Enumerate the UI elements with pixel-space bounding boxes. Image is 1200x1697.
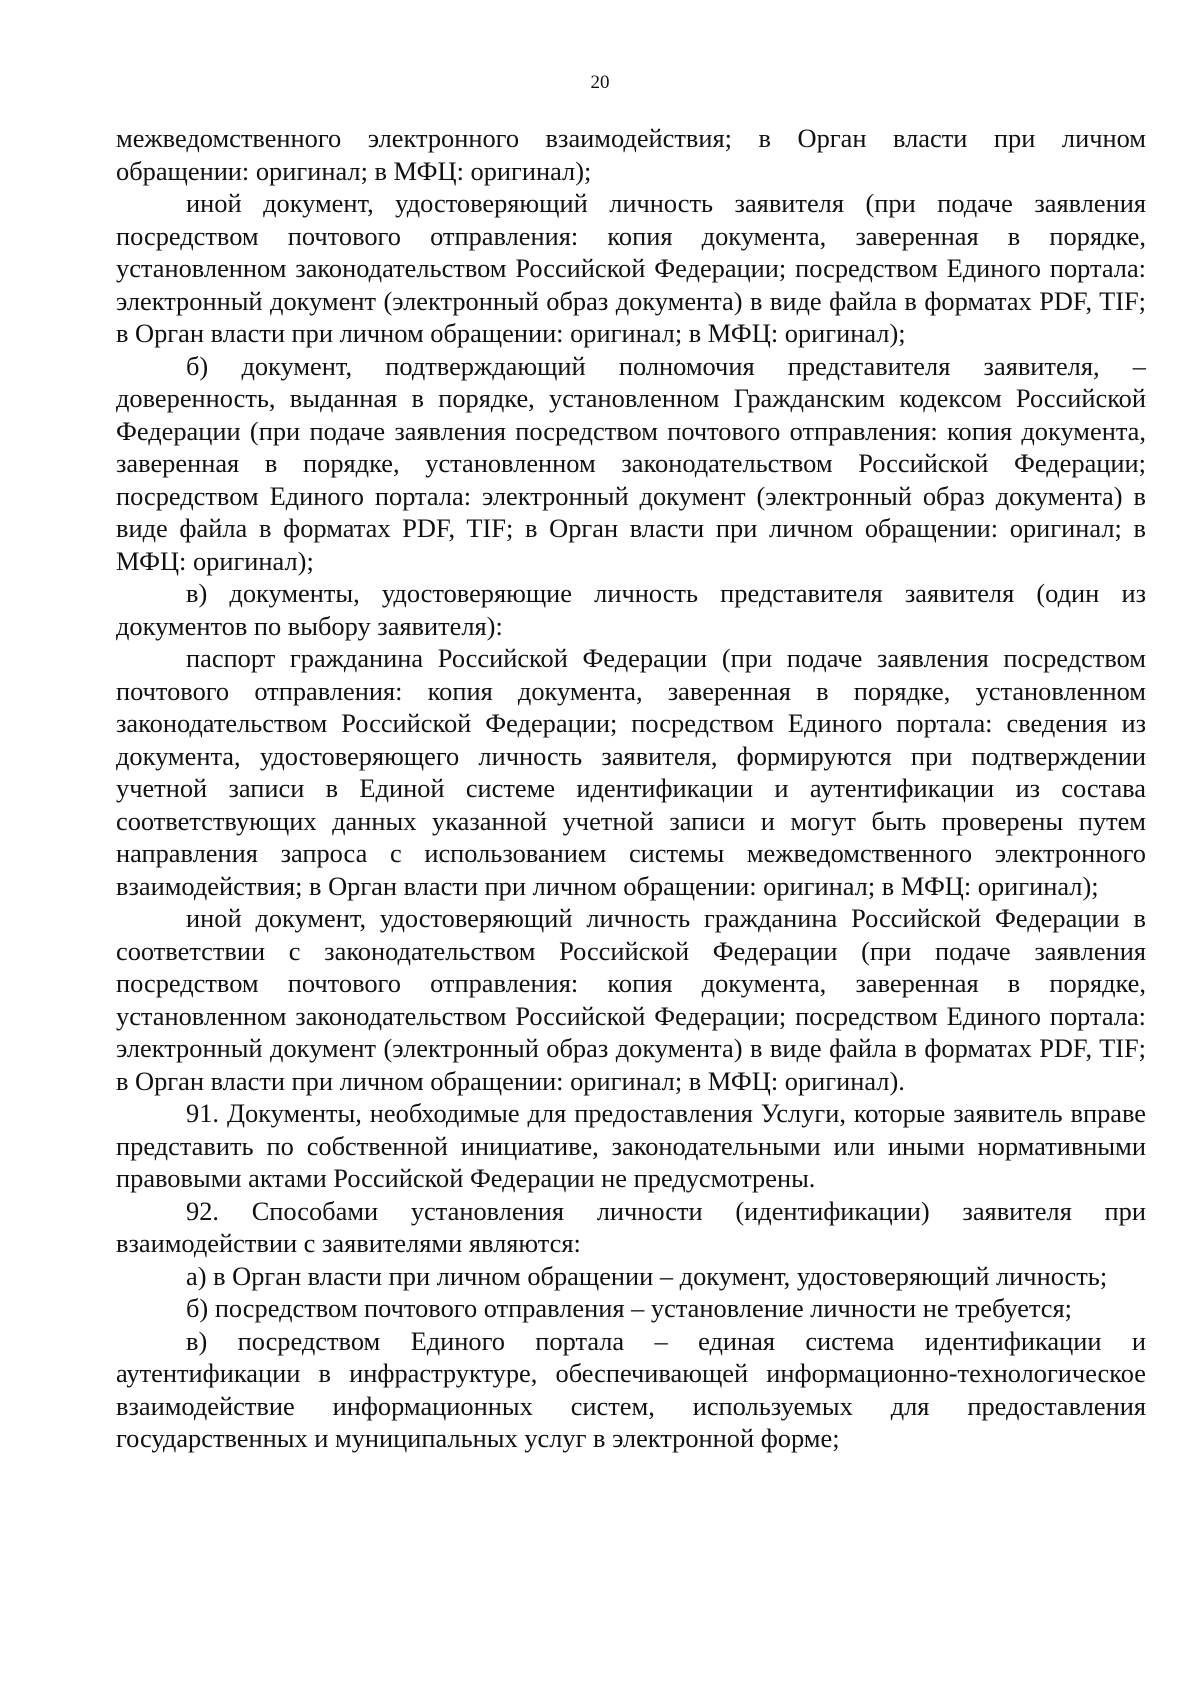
paragraph-7: 91. Документы, необходимые для предоставления Услуги, которые заявитель вправе представить по собственной инициативе, законодательными или иными нормативными правовыми актами Российской Федерации не предусмотрены. (116, 1098, 1146, 1193)
document-body (116, 122, 1146, 1455)
paragraph-8: 92. Способами установления личности (идентификации) заявителя при взаимодействии с заявителями являются: (116, 1195, 1146, 1258)
paragraph-11: в) посредством Единого портала – единая система идентификации и аутентификации в инфраструктуре, обеспечивающей информационно-технологическое взаимодействие информационных систем, используемых для предоставления государственных и муниципальных услуг в электронной форме; (116, 1325, 1146, 1453)
page-number: 20 (590, 72, 610, 93)
paragraph-6: иной документ, удостоверяющий личность гражданина Российской Федерации в соответствии с законодательством Российской Федерации (при подаче заявления посредством почтового отправления: копия документа, заверенная в порядке, установленном законодательством Российской Федерации; посредством Единого портала: электронный документ (электронный образ документа) в виде файла в форматах PDF, TIF; в Орган власти при личном обращении: оригинал; в МФЦ: оригинал). (116, 903, 1146, 1096)
paragraph-2: иной документ, удостоверяющий личность заявителя (при подаче заявления посредством почтового отправления: копия документа, заверенная в порядке, установленном законодательством Российской Федерации; посредством Единого портала: электронный документ (электронный образ документа) в виде файла в форматах PDF, TIF; в Орган власти при личном обращении: оригинал; в МФЦ: оригинал); (116, 188, 1146, 348)
paragraph-5: паспорт гражданина Российской Федерации (при подаче заявления посредством почтового отправления: копия документа, заверенная в порядке, установленном законодательством Российской Федерации; посредством Единого портала: сведения из документа, удостоверяющего личность заявителя, формируются при подтверждении учетной записи в Единой системе идентификации и аутентификации из состава соответствующих данных указанной учетной записи и могут быть проверены путем направления запроса с использованием системы межведомственного электронного взаимодействия; в Орган власти при личном обращении: оригинал; в МФЦ: оригинал); (116, 643, 1146, 901)
paragraph-1: межведомственного электронного взаимодействия; в Орган власти при личном обращении: оригинал; в МФЦ: оригинал); (116, 123, 1146, 186)
paragraph-3: б) документ, подтверждающий полномочия представителя заявителя, – доверенность, выданная в порядке, установленном Гражданским кодексом Российской Федерации (при подаче заявления посредством почтового отправления: копия документа, заверенная в порядке, установленном законодательством Российской Федерации; посредством Единого портала: электронный документ (электронный образ документа) в виде файла в форматах PDF, TIF; в Орган власти при личном обращении: оригинал; в МФЦ: оригинал); (116, 350, 1146, 576)
paragraph-9: а) в Орган власти при личном обращении – документ, удостоверяющий личность; (186, 1260, 1108, 1291)
paragraph-10: б) посредством почтового отправления – установление личности не требуется; (186, 1293, 1072, 1323)
paragraph-4: в) документы, удостоверяющие личность представителя заявителя (один из документов по выбору заявителя): (116, 578, 1146, 641)
